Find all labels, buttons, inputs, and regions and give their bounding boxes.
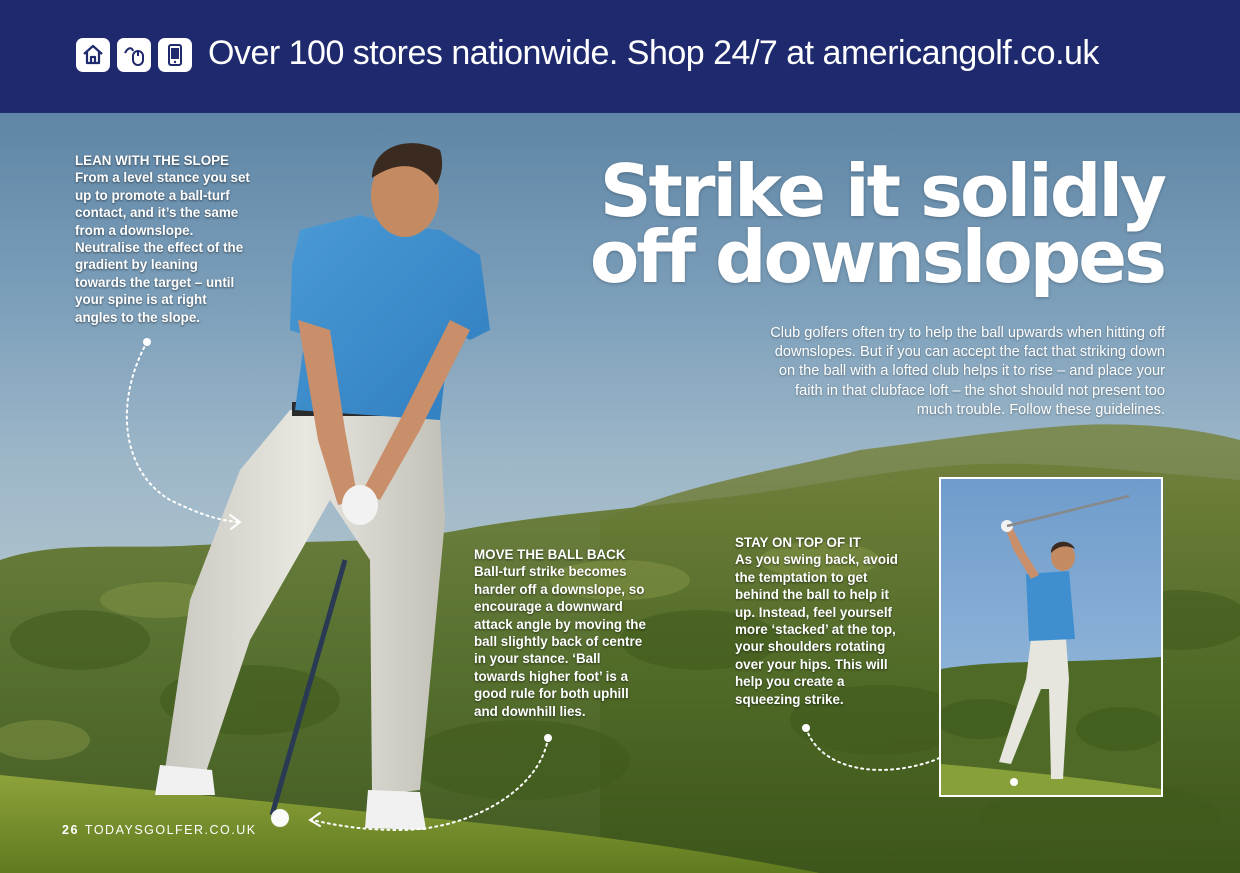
tip-stay-on-top <box>735 534 907 708</box>
inset-photo <box>939 477 1163 797</box>
page-title <box>589 149 1164 299</box>
tip-body: As you swing back, avoid the temptation to get behind the ball to help it up. Instead, feel yourself more ‘stacked’ at the top, your shoulders rotating over your hips. This will help you create a squeezing strike. <box>735 552 898 707</box>
standfirst-text: Club golfers often try to help the ball upwards when hitting off downslopes. But if you can accept the fact that striking down on the ball with a lofted club helps it to rise – and place your faith in that clubface loft – the shot should not present too much trouble. Follow these guidelines. <box>770 325 1165 418</box>
headline-line-1: Strike it solidly <box>599 149 1164 233</box>
tip-heading: STAY ON TOP OF IT <box>735 535 861 550</box>
tip-lean-with-slope <box>75 152 250 326</box>
header-text: Over 100 stores nationwide. Shop 24/7 at americangolf.co.uk <box>208 34 1099 72</box>
page-number: 26 <box>62 823 79 837</box>
tip-move-ball-back <box>474 546 650 720</box>
header-banner <box>0 0 1240 113</box>
header-icons <box>76 38 192 72</box>
tip-heading: MOVE THE BALL BACK <box>474 547 626 562</box>
headline-line-2: off downslopes <box>589 215 1164 299</box>
inset-golfer-backswing <box>941 479 1161 795</box>
page-footer <box>62 823 257 837</box>
tip-body: Ball-turf strike becomes harder off a downslope, so encourage a downward attack angle by moving the ball slightly back of centre in your stance. ‘Ball towards higher foot’ is a good rule for both uphill and downhill lies. <box>474 564 646 719</box>
mobile-phone-icon <box>158 38 192 72</box>
tip-body: From a level stance you set up to promote a ball-turf contact, and it’s the same from a downslope. Neutralise the effect of the gradient by leaning towards the target – until your spine is at right angles to the slope. <box>75 170 250 325</box>
mouse-icon <box>117 38 151 72</box>
home-icon <box>76 38 110 72</box>
tip-heading: LEAN WITH THE SLOPE <box>75 153 229 168</box>
footer-site: TODAYSGOLFER.CO.UK <box>84 823 257 837</box>
